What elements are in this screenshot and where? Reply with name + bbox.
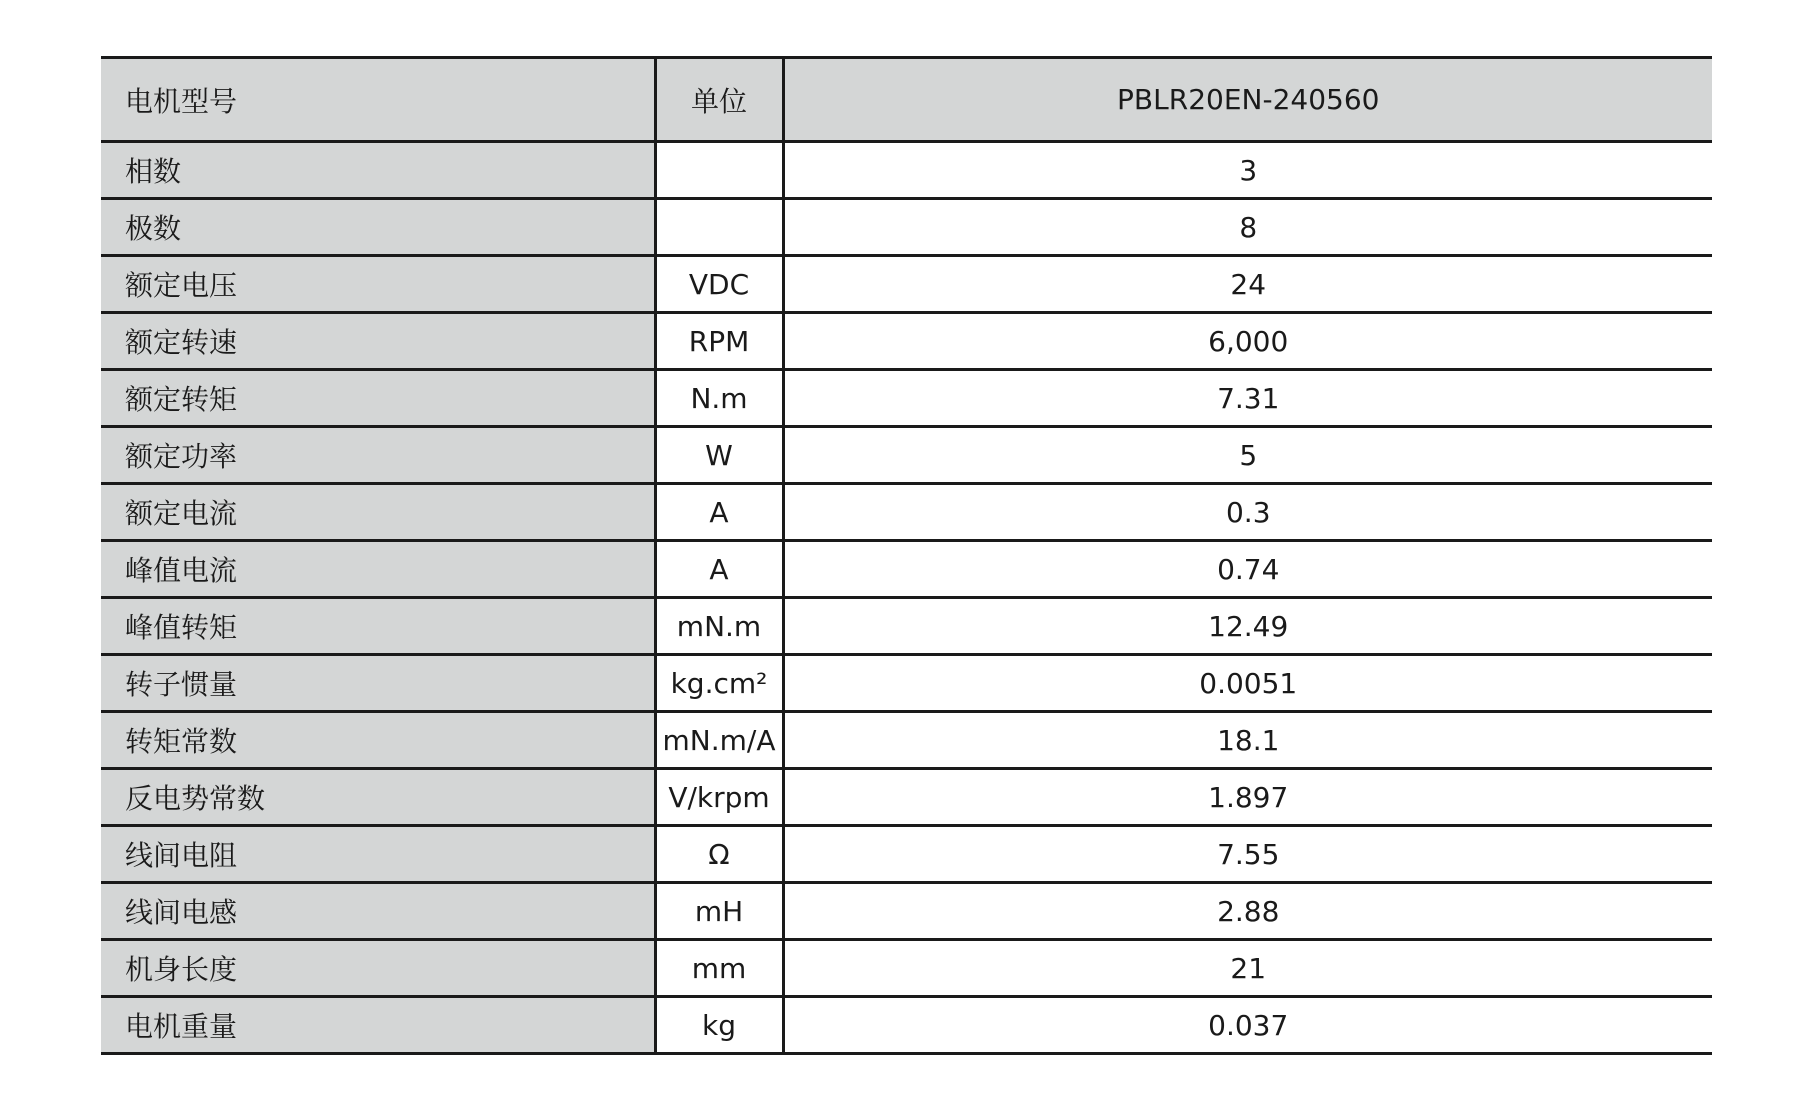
row-name: 额定电压 <box>101 256 655 313</box>
row-unit: W <box>655 427 783 484</box>
row-name: 转子惯量 <box>101 655 655 712</box>
header-model-label: 电机型号 <box>101 58 655 142</box>
row-value: 1.897 <box>783 769 1712 826</box>
row-unit: kg.cm² <box>655 655 783 712</box>
row-value: 0.3 <box>783 484 1712 541</box>
row-unit: A <box>655 484 783 541</box>
row-name: 极数 <box>101 199 655 256</box>
table-row-rated-torque <box>101 370 1712 427</box>
row-unit: RPM <box>655 313 783 370</box>
motor-spec-table <box>101 56 1712 1055</box>
table-header <box>101 58 1712 142</box>
table-row-rated-power <box>101 427 1712 484</box>
row-unit: mN.m <box>655 598 783 655</box>
row-name: 电机重量 <box>101 997 655 1054</box>
table-row-rated-voltage <box>101 256 1712 313</box>
row-name: 线间电感 <box>101 883 655 940</box>
row-name: 线间电阻 <box>101 826 655 883</box>
row-name: 反电势常数 <box>101 769 655 826</box>
row-value: 2.88 <box>783 883 1712 940</box>
row-unit: A <box>655 541 783 598</box>
row-value: 7.31 <box>783 370 1712 427</box>
row-name: 转矩常数 <box>101 712 655 769</box>
row-value: 0.74 <box>783 541 1712 598</box>
table-row-peak-current <box>101 541 1712 598</box>
table-row-torque-constant <box>101 712 1712 769</box>
table-row-line-resistance <box>101 826 1712 883</box>
table-body <box>101 142 1712 1054</box>
row-value: 5 <box>783 427 1712 484</box>
row-unit: VDC <box>655 256 783 313</box>
header-row <box>101 58 1712 142</box>
row-unit: N.m <box>655 370 783 427</box>
header-unit-label: 单位 <box>655 58 783 142</box>
table-row-rotor-inertia <box>101 655 1712 712</box>
header-model-number: PBLR20EN-240560 <box>783 58 1712 142</box>
row-unit <box>655 142 783 199</box>
row-value: 0.037 <box>783 997 1712 1054</box>
table-row-motor-weight <box>101 997 1712 1054</box>
row-name: 额定功率 <box>101 427 655 484</box>
row-unit: V/krpm <box>655 769 783 826</box>
row-value: 24 <box>783 256 1712 313</box>
table-row-rated-speed <box>101 313 1712 370</box>
row-unit <box>655 199 783 256</box>
row-value: 6,000 <box>783 313 1712 370</box>
table-row-poles <box>101 199 1712 256</box>
row-value: 21 <box>783 940 1712 997</box>
row-unit: mN.m/A <box>655 712 783 769</box>
row-name: 相数 <box>101 142 655 199</box>
row-name: 额定转矩 <box>101 370 655 427</box>
row-value: 18.1 <box>783 712 1712 769</box>
row-value: 0.0051 <box>783 655 1712 712</box>
row-name: 机身长度 <box>101 940 655 997</box>
row-unit: mm <box>655 940 783 997</box>
table-row-body-length <box>101 940 1712 997</box>
row-unit: Ω <box>655 826 783 883</box>
row-unit: mH <box>655 883 783 940</box>
table-row-line-inductance <box>101 883 1712 940</box>
row-value: 7.55 <box>783 826 1712 883</box>
row-name: 额定电流 <box>101 484 655 541</box>
table-row-phases <box>101 142 1712 199</box>
table-row-peak-torque <box>101 598 1712 655</box>
table-row-rated-current <box>101 484 1712 541</box>
row-value: 12.49 <box>783 598 1712 655</box>
row-value: 8 <box>783 199 1712 256</box>
row-name: 峰值电流 <box>101 541 655 598</box>
row-value: 3 <box>783 142 1712 199</box>
row-name: 额定转速 <box>101 313 655 370</box>
row-unit: kg <box>655 997 783 1054</box>
row-name: 峰值转矩 <box>101 598 655 655</box>
table-row-back-emf-constant <box>101 769 1712 826</box>
